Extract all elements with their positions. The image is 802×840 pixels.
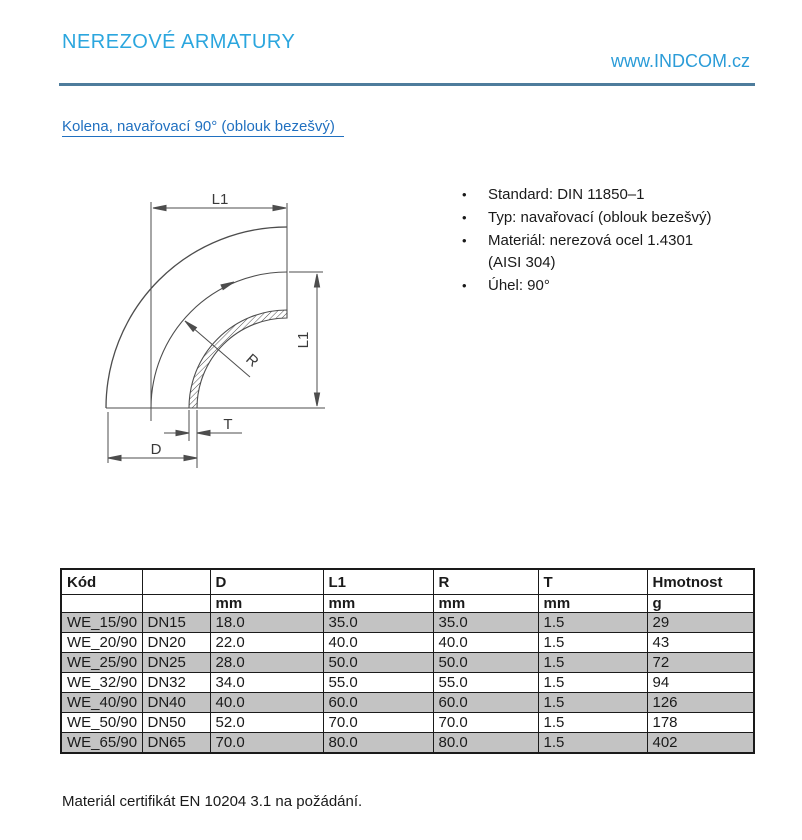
spec-item bbox=[462, 230, 772, 253]
label-thickness: T bbox=[223, 416, 233, 433]
table-cell: 43 bbox=[647, 633, 754, 653]
table-cell: WE_20/90 bbox=[61, 633, 142, 653]
arrow-up bbox=[314, 274, 319, 287]
table-cell: 402 bbox=[647, 733, 754, 754]
table-cell: 178 bbox=[647, 713, 754, 733]
table-row bbox=[61, 633, 754, 653]
spec-item bbox=[462, 184, 772, 207]
spec-item bbox=[462, 275, 772, 298]
label-radius: R bbox=[242, 350, 262, 371]
table-cell: 50.0 bbox=[433, 653, 538, 673]
website-link[interactable]: www.INDCOM.cz bbox=[611, 51, 750, 71]
table-cell: 29 bbox=[647, 613, 754, 633]
spec-item bbox=[462, 252, 772, 275]
table-cell: 1.5 bbox=[538, 693, 647, 713]
axis-direction-arrow bbox=[221, 282, 234, 290]
table-cell: 1.5 bbox=[538, 653, 647, 673]
table-cell: WE_32/90 bbox=[61, 673, 142, 693]
arrow-down bbox=[314, 393, 319, 406]
section-title-link[interactable]: Kolena, navařovací 90° (oblouk bezešvý) bbox=[62, 118, 344, 137]
table-cell: 28.0 bbox=[210, 653, 323, 673]
table-cell: DN40 bbox=[142, 693, 210, 713]
table-cell: g bbox=[647, 595, 754, 613]
label-diameter: D bbox=[150, 441, 162, 458]
table-cell: 126 bbox=[647, 693, 754, 713]
table-cell: 55.0 bbox=[323, 673, 433, 693]
table-row bbox=[61, 693, 754, 713]
table-cell: 35.0 bbox=[433, 613, 538, 633]
table-cell: DN50 bbox=[142, 713, 210, 733]
arrow-left bbox=[153, 205, 166, 210]
spec-text: (AISI 304) bbox=[488, 254, 556, 272]
dimension-labels bbox=[151, 191, 312, 458]
table-cell: DN65 bbox=[142, 733, 210, 754]
table-cell: 55.0 bbox=[433, 673, 538, 693]
spec-text: Typ: navařovací (oblouk bezešvý) bbox=[488, 208, 712, 226]
elbow-diagram bbox=[60, 168, 352, 482]
table-cell: DN25 bbox=[142, 653, 210, 673]
table-cell: 40.0 bbox=[210, 693, 323, 713]
table-cell: WE_40/90 bbox=[61, 693, 142, 713]
table-cell: 70.0 bbox=[433, 713, 538, 733]
label-l1-top: L1 bbox=[211, 191, 229, 208]
table-row bbox=[61, 673, 754, 693]
table-cell: 52.0 bbox=[210, 713, 323, 733]
bullet-dot: • bbox=[462, 232, 467, 248]
table-cell: 1.5 bbox=[538, 633, 647, 653]
table-cell: mm bbox=[210, 595, 323, 613]
table-cell: mm bbox=[323, 595, 433, 613]
table-cell: WE_25/90 bbox=[61, 653, 142, 673]
header-divider bbox=[59, 83, 755, 86]
spec-text: Standard: DIN 11850–1 bbox=[488, 186, 645, 203]
page-title: NEREZOVÉ ARMATURY bbox=[62, 31, 296, 54]
spec-text: Úhel: 90° bbox=[488, 277, 550, 294]
table-cell: 1.5 bbox=[538, 673, 647, 693]
t-arrow-left bbox=[176, 430, 189, 435]
table-cell bbox=[61, 595, 142, 613]
label-l1-right: L1 bbox=[295, 331, 312, 349]
table-cell: 50.0 bbox=[323, 653, 433, 673]
table-cell: L1 bbox=[323, 569, 433, 595]
bullet-dot bbox=[462, 252, 488, 275]
table-header-row bbox=[61, 569, 754, 595]
table-cell: 18.0 bbox=[210, 613, 323, 633]
table-row bbox=[61, 713, 754, 733]
table-cell: WE_65/90 bbox=[61, 733, 142, 754]
table-cell: 1.5 bbox=[538, 733, 647, 754]
table-cell: 60.0 bbox=[323, 693, 433, 713]
table-cell: 80.0 bbox=[433, 733, 538, 754]
table-cell: 70.0 bbox=[323, 713, 433, 733]
radius-arrow bbox=[185, 321, 197, 331]
table-cell: 60.0 bbox=[433, 693, 538, 713]
table-row bbox=[61, 613, 754, 633]
table-cell: DN15 bbox=[142, 613, 210, 633]
table-cell: Hmotnost bbox=[647, 569, 754, 595]
spec-item bbox=[462, 207, 772, 230]
bullet-dot: • bbox=[462, 278, 467, 293]
table-cell: R bbox=[433, 569, 538, 595]
table-cell: 40.0 bbox=[433, 633, 538, 653]
table-cell: T bbox=[538, 569, 647, 595]
table-cell: 1.5 bbox=[538, 713, 647, 733]
dimensions bbox=[108, 205, 323, 468]
d-arrow-left bbox=[108, 455, 121, 460]
table-cell: 34.0 bbox=[210, 673, 323, 693]
wall-section-hatched bbox=[189, 310, 287, 408]
table-cell: 72 bbox=[647, 653, 754, 673]
bullet-dot: • bbox=[462, 209, 467, 225]
table-cell: WE_15/90 bbox=[61, 613, 142, 633]
specs-list bbox=[462, 184, 772, 298]
spec-table bbox=[60, 568, 755, 754]
bullet-dot: • bbox=[462, 187, 467, 202]
footer-note: Materiál certifikát EN 10204 3.1 na požádání. bbox=[62, 793, 363, 810]
spec-text: Materiál: nerezová ocel 1.4301 bbox=[488, 231, 694, 249]
table-cell: 94 bbox=[647, 673, 754, 693]
table-row bbox=[61, 653, 754, 673]
table-cell bbox=[142, 569, 210, 595]
table-cell: 1.5 bbox=[538, 613, 647, 633]
table-cell: 80.0 bbox=[323, 733, 433, 754]
table-cell: Kód bbox=[61, 569, 142, 595]
table-cell: 70.0 bbox=[210, 733, 323, 754]
table-cell: mm bbox=[433, 595, 538, 613]
t-arrow-right bbox=[197, 430, 210, 435]
table-row bbox=[61, 733, 754, 754]
table-cell bbox=[142, 595, 210, 613]
table-cell: 35.0 bbox=[323, 613, 433, 633]
table-cell: D bbox=[210, 569, 323, 595]
arrow-right bbox=[273, 205, 286, 210]
table-cell: 22.0 bbox=[210, 633, 323, 653]
table-cell: mm bbox=[538, 595, 647, 613]
table-cell: WE_50/90 bbox=[61, 713, 142, 733]
table-cell: DN20 bbox=[142, 633, 210, 653]
elbow-body bbox=[106, 202, 325, 421]
table-units-row bbox=[61, 595, 754, 613]
d-arrow-right bbox=[184, 455, 197, 460]
table-cell: DN32 bbox=[142, 673, 210, 693]
table-cell: 40.0 bbox=[323, 633, 433, 653]
